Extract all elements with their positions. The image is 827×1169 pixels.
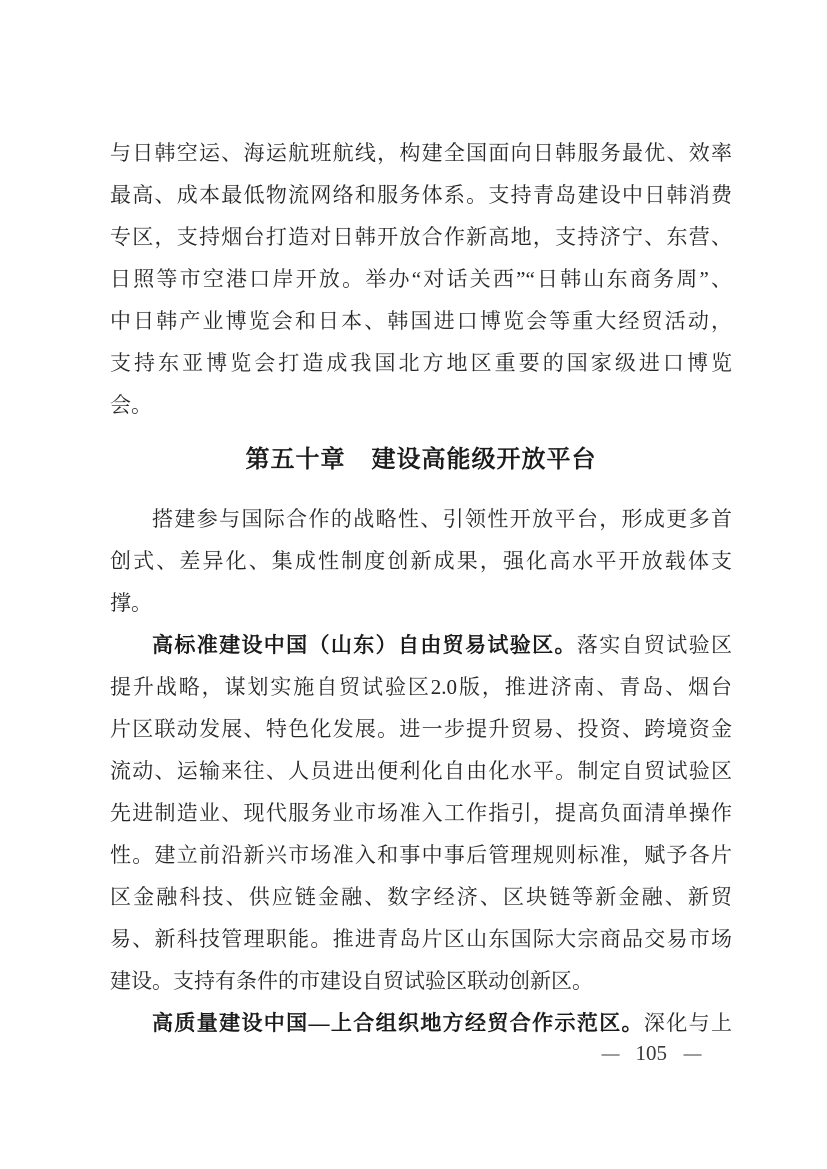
footer-dash-left: —: [601, 1041, 619, 1065]
chapter-title: 建设高能级开放平台: [371, 447, 597, 473]
text-line: [110, 624, 732, 666]
text-line: 先进制造业、现代服务业市场准入工作指引，提高负面清单操作: [110, 801, 732, 825]
text-line: 流动、运输来往、人员进出便利化自由化水平。制定自贸试验区: [110, 759, 732, 783]
footer-dash-right: —: [683, 1041, 702, 1065]
text-line: 易、新科技管理职能。推进青岛片区山东国际大宗商品交易市场: [110, 927, 732, 951]
text-block: [110, 132, 732, 1044]
text-line: 片区联动发展、特色化发展。进一步提升贸易、投资、跨境资金: [110, 717, 732, 741]
paragraph-ftz: [110, 624, 732, 1002]
chapter-number: 第五十章: [245, 447, 346, 473]
text-line: 撑。: [110, 591, 152, 615]
page-footer: [600, 1041, 704, 1065]
text-line: 专区，支持烟台打造对日韩开放合作新高地，支持济宁、东营、: [110, 225, 732, 249]
paragraph-text: 落实自贸试验区: [576, 633, 732, 657]
text-line: 中日韩产业博览会和日本、韩国进口博览会等重大经贸活动，: [110, 309, 732, 333]
text-line: 性。建立前沿新兴市场准入和事中事后管理规则标准，赋予各片: [110, 843, 732, 867]
text-line: 会。: [110, 393, 152, 417]
text-line: 与日韩空运、海运航班航线，构建全国面向日韩服务最优、效率: [110, 141, 732, 165]
text-line: [110, 1002, 732, 1044]
paragraph-intro: [110, 498, 732, 624]
paragraph-text: 深化与上: [643, 1011, 732, 1035]
chapter-heading: [110, 442, 732, 478]
text-line: 建设。支持有条件的市建设自贸试验区联动创新区。: [110, 969, 593, 993]
footer-page-number: 105: [635, 1041, 667, 1065]
paragraph-bold-lead: 高标准建设中国（山东）自由贸易试验区。: [152, 633, 577, 657]
paragraph-bold-lead: 高质量建设中国—上合组织地方经贸合作示范区。: [152, 1011, 644, 1035]
text-line: 创式、差异化、集成性制度创新成果，强化高水平开放载体支: [110, 549, 732, 573]
text-line: 支持东亚博览会打造成我国北方地区重要的国家级进口博览: [110, 351, 732, 375]
text-line: 区金融科技、供应链金融、数字经济、区块链等新金融、新贸: [110, 885, 732, 909]
text-line: 日照等市空港口岸开放。举办“对话关西”“日韩山东商务周”、: [110, 267, 732, 291]
paragraph-continuation: [110, 132, 732, 426]
text-line: 最高、成本最低物流网络和服务体系。支持青岛建设中日韩消费: [110, 183, 732, 207]
text-line: 提升战略，谋划实施自贸试验区2.0版，推进济南、青岛、烟台: [110, 675, 732, 699]
text-line: 搭建参与国际合作的战略性、引领性开放平台，形成更多首: [152, 507, 732, 531]
paragraph-sco: [110, 1002, 732, 1044]
